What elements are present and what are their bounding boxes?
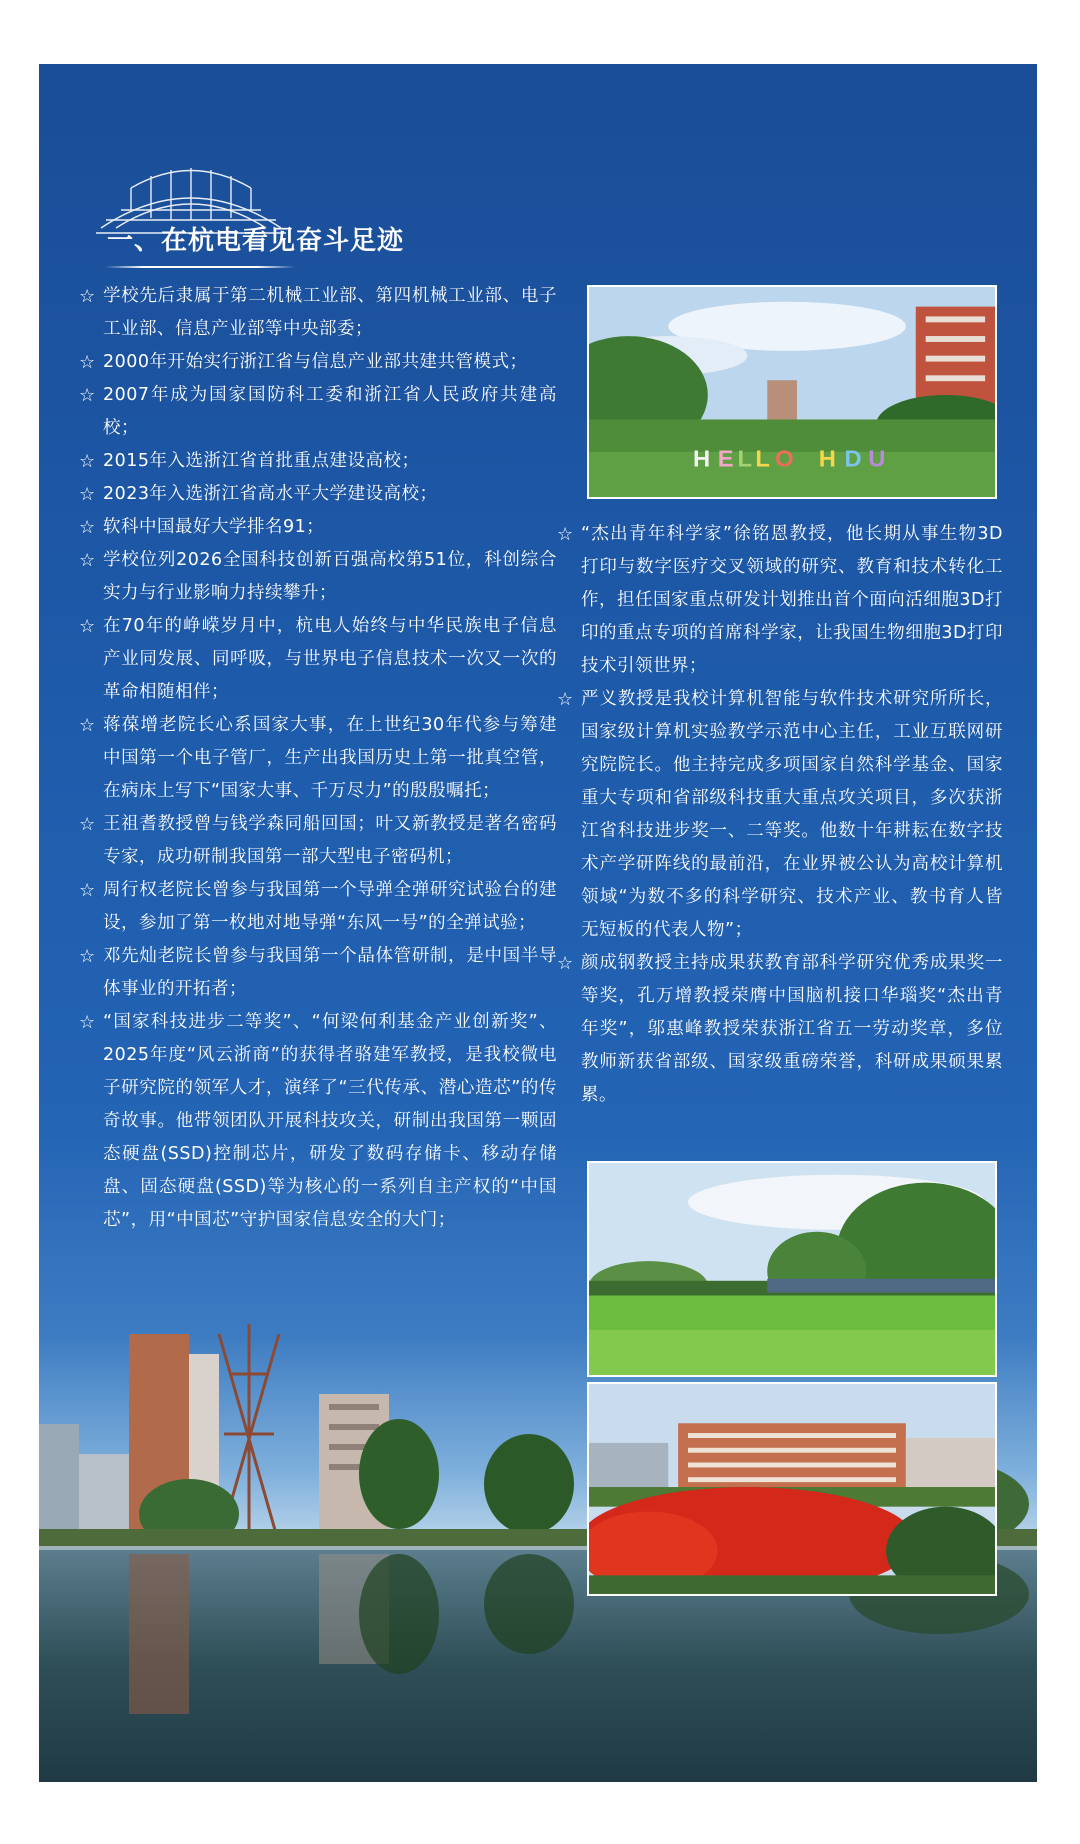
bullet-text: 蒋葆增老院长心系国家大事，在上世纪30年代参与筹建中国第一个电子管厂，生产出我国历史上第一批真空管，在病床上写下“国家大事、千万尽力”的殷殷嘱托； [103, 715, 557, 801]
bullet-text: 2023年入选浙江省高水平大学建设高校； [103, 484, 438, 504]
campus-hello-hdu-photo [587, 285, 997, 499]
sign-letter: H [818, 446, 836, 473]
poster [39, 64, 1037, 1782]
star-icon: ☆ [79, 946, 96, 967]
bullet-item [79, 280, 557, 346]
star-icon: ☆ [79, 616, 96, 637]
sign-letter: E [717, 446, 734, 473]
bullet-item [79, 940, 557, 1006]
bullet-text: 周行权老院长曾参与我国第一个导弹全弹研究试验台的建设，参加了第一枚地对地导弹“东风一号”的全弹试验； [103, 880, 557, 933]
bullet-text: 颜成钢教授主持成果获教育部科学研究优秀成果奖一等奖，孔万增教授荣膺中国脑机接口华瑙奖“杰出青年奖”，邬惠峰教授荣获浙江省五一劳动奖章，多位教师新获省部级、国家级重磅荣誉，科研成果硕果累累。 [581, 953, 1003, 1105]
star-icon: ☆ [557, 953, 574, 974]
bullet-text: 2015年入选浙江省首批重点建设高校； [103, 451, 420, 471]
star-icon: ☆ [79, 814, 96, 835]
bullet-item [79, 346, 557, 379]
bullet-text: “国家科技进步二等奖”、“何梁何利基金产业创新奖”、2025年度“风云浙商”的获得者骆建军教授，是我校微电子研究院的领军人才，演绎了“三代传承、潜心造芯”的传奇故事。他带领团队开展科技攻关，研制出我国第一颗固态硬盘(SSD)控制芯片，研发了数码存储卡、移动存储盘、固态硬盘(SSD)等为核心的一系列自主产权的“中国芯”，用“中国芯”守护国家信息安全的大门； [103, 1012, 557, 1230]
bullet-item [557, 518, 1003, 683]
bullet-text: 2007年成为国家国防科工委和浙江省人民政府共建高校； [103, 385, 557, 438]
bullet-item [79, 445, 557, 478]
bullet-item [79, 1006, 557, 1237]
bullet-item [79, 709, 557, 808]
sign-letter: D [844, 446, 862, 473]
bullet-item [79, 511, 557, 544]
sign-letter: O [775, 446, 794, 473]
star-icon: ☆ [79, 1012, 96, 1033]
section-heading: 一、在杭电看见奋斗足迹 [107, 226, 405, 256]
star-icon: ☆ [79, 286, 96, 307]
bullet-text: 在70年的峥嵘岁月中，杭电人始终与中华民族电子信息产业同发展、同呼吸，与世界电子信息技术一次又一次的革命相随相伴； [103, 616, 557, 702]
heading-underline [105, 266, 295, 268]
bullet-item [79, 874, 557, 940]
red-trees-campus-photo [587, 1382, 997, 1596]
bullet-item [79, 478, 557, 511]
bullet-item [79, 379, 557, 445]
sign-letter: L [755, 446, 770, 473]
bullet-text: 2000年开始实行浙江省与信息产业部共建共管模式； [103, 352, 528, 372]
star-icon: ☆ [557, 689, 574, 710]
bullet-item [79, 808, 557, 874]
left-column [79, 280, 557, 1237]
students-lawn-photo [587, 1161, 997, 1377]
sign-letter: L [737, 446, 753, 473]
bullet-text: 学校位列2026全国科技创新百强高校第51位，科创综合实力与行业影响力持续攀升； [103, 550, 557, 603]
star-icon: ☆ [79, 385, 96, 406]
bullet-text: 邓先灿老院长曾参与我国第一个晶体管研制，是中国半导体事业的开拓者； [103, 946, 557, 999]
bullet-text: 严义教授是我校计算机智能与软件技术研究所所长，国家级计算机实验教学示范中心主任，工业互联网研究院院长。他主持完成多项国家自然科学基金、国家重大专项和省部级科技重大重点攻关项目，多次获浙江省科技进步奖一、二等奖。他数十年耕耘在数字技术产学研阵线的最前沿，在业界被公认为高校计算机领域“为数不多的科学研究、技术产业、教书育人皆无短板的代表人物”； [581, 689, 1003, 940]
star-icon: ☆ [79, 352, 96, 373]
bullet-text: 学校先后隶属于第二机械工业部、第四机械工业部、电子工业部、信息产业部等中央部委； [103, 286, 557, 339]
hello-hdu-sign [693, 447, 885, 473]
bullet-item [79, 544, 557, 610]
bullet-text: 王祖耆教授曾与钱学森同船回国；叶又新教授是著名密码专家，成功研制我国第一部大型电子密码机； [103, 814, 557, 867]
star-icon: ☆ [79, 517, 96, 538]
bullet-item [79, 610, 557, 709]
right-column [557, 518, 1003, 1112]
star-icon: ☆ [557, 524, 574, 545]
bullet-text: 软科中国最好大学排名91； [103, 517, 325, 537]
bullet-item [557, 683, 1003, 947]
sign-letter: U [868, 446, 886, 473]
star-icon: ☆ [79, 451, 96, 472]
star-icon: ☆ [79, 880, 96, 901]
star-icon: ☆ [79, 715, 96, 736]
bullet-text: “杰出青年科学家”徐铭恩教授，他长期从事生物3D打印与数字医疗交叉领域的研究、教育和技术转化工作，担任国家重点研发计划推出首个面向活细胞3D打印的重点专项的首席科学家，让我国生物细胞3D打印技术引领世界； [581, 524, 1003, 676]
sign-letter: H [692, 446, 711, 473]
star-icon: ☆ [79, 550, 96, 571]
bullet-item [557, 947, 1003, 1112]
star-icon: ☆ [79, 484, 96, 505]
